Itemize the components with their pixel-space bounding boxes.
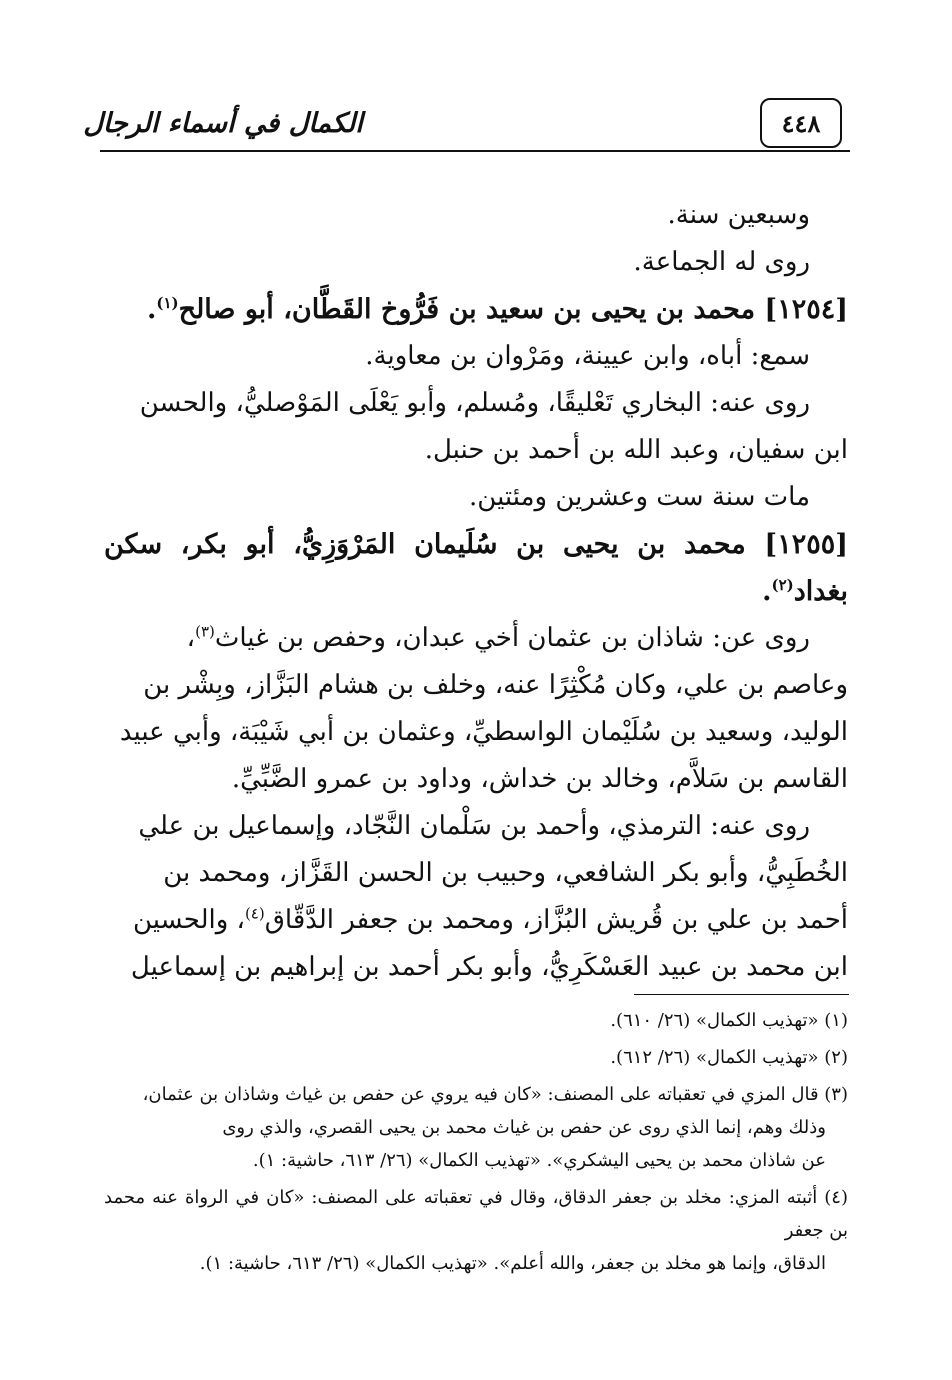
text-line: سمع: أباه، وابن عيينة، ومَرْوان بن معاوية.	[365, 341, 810, 371]
text-line: ابن محمد بن عبيد العَسْكَرِيُّ، وأبو بكر أحمد بن إبراهيم بن إسماعيل	[130, 952, 848, 982]
text-line: القاسم بن سَلاَّم، وخالد بن خداش، وداود بن عمرو الضَّبِّيِّ.	[231, 764, 848, 794]
text-line: ابن سفيان، وعبد الله بن أحمد بن حنبل.	[424, 435, 848, 465]
text-line: الخُطَبِيُّ، وأبو بكر الشافعي، وحبيب بن الحسن القَزَّاز، ومحمد بن	[163, 858, 848, 888]
text-segment: ،	[186, 623, 196, 653]
footnote-4: (٤) أثبته المزي: مخلد بن جعفر الدقاق، وقال في تعقباته على المصنف: «كان في الرواة عنه محمد بن جعفر	[104, 1187, 848, 1241]
footnote-ref: (٣)	[195, 622, 215, 641]
text-line: روى له الجماعة.	[633, 247, 810, 277]
text-line: وسبعين سنة.	[667, 200, 810, 230]
footnote-ref: (٢)	[771, 576, 794, 594]
text-line: روى عنه: البخاري تَعْليقًا، ومُسلم، وأبو يَعْلَى المَوْصليُّ، والحسن	[139, 388, 810, 418]
footnotes	[104, 1004, 848, 1280]
text-segment: ، والحسين	[132, 905, 245, 935]
footnote-4-cont: الدقاق، وإنما هو مخلد بن جعفر، والله أعلم». «تهذيب الكمال» (٢٦/ ٦١٣، حاشية: ١).	[199, 1253, 826, 1274]
text-line	[104, 897, 848, 944]
footnote-3-cont: عن شاذان محمد بن يحيى اليشكري». «تهذيب الكمال» (٢٦/ ٦١٣، حاشية: ١).	[252, 1150, 826, 1171]
page-number: ٤٤٨	[760, 98, 842, 148]
footnote-3-cont: وذلك وهم، إنما الذي روى عن حفص بن غياث محمد بن يحيى القصري، والذي روى	[222, 1117, 826, 1138]
text-line: الوليد، وسعيد بن سُلَيْمان الواسطيِّ، وعثمان بن أبي شَيْبَة، وأبي عبيد	[119, 717, 848, 747]
footnote-ref: (١)	[156, 294, 179, 312]
entry-heading-end: .	[146, 294, 157, 325]
book-title: الكمال في أسماء الرجال	[83, 107, 363, 139]
main-text	[104, 192, 848, 991]
text-line: وعاصم بن علي، وكان مُكْثِرًا عنه، وخلف بن هشام البَزَّاز، وبِشْر بن	[143, 670, 848, 700]
entry-heading-text: [١٢٥٤] محمد بن يحيى بن سعيد بن فَرُّوخ القَطَّان، أبو صالح	[178, 294, 848, 325]
text-line	[104, 615, 848, 662]
entry-heading-1254	[104, 286, 848, 333]
footnote-ref: (٤)	[244, 904, 265, 923]
header-rule	[100, 150, 850, 152]
text-segment: أحمد بن علي بن قُريش البُزَّاز، ومحمد بن جعفر الدَّقّاق	[264, 905, 848, 935]
footnote-rule	[634, 994, 849, 995]
entry-heading-1255	[104, 521, 848, 615]
footnote-3: (٣) قال المزي في تعقباته على المصنف: «كان فيه يروي عن حفص بن غياث وشاذان بن عثمان،	[142, 1084, 848, 1105]
text-segment: روى عن: شاذان بن عثمان أخي عبدان، وحفص بن غياث	[214, 623, 810, 653]
text-line: روى عنه: الترمذي، وأحمد بن سَلْمان النَّجّاد، وإسماعيل بن علي	[138, 811, 810, 841]
entry-heading-end: .	[762, 576, 772, 607]
footnote-1: (١) «تهذيب الكمال» (٢٦/ ٦١٠).	[610, 1010, 848, 1031]
footnote-2: (٢) «تهذيب الكمال» (٢٦/ ٦١٢).	[610, 1047, 848, 1068]
entry-heading-text: [١٢٥٥] محمد بن يحيى بن سُلَيمان المَرْوَزِيُّ، أبو بكر، سكن بغداد	[104, 529, 848, 607]
text-line: مات سنة ست وعشرين ومئتين.	[469, 482, 810, 512]
